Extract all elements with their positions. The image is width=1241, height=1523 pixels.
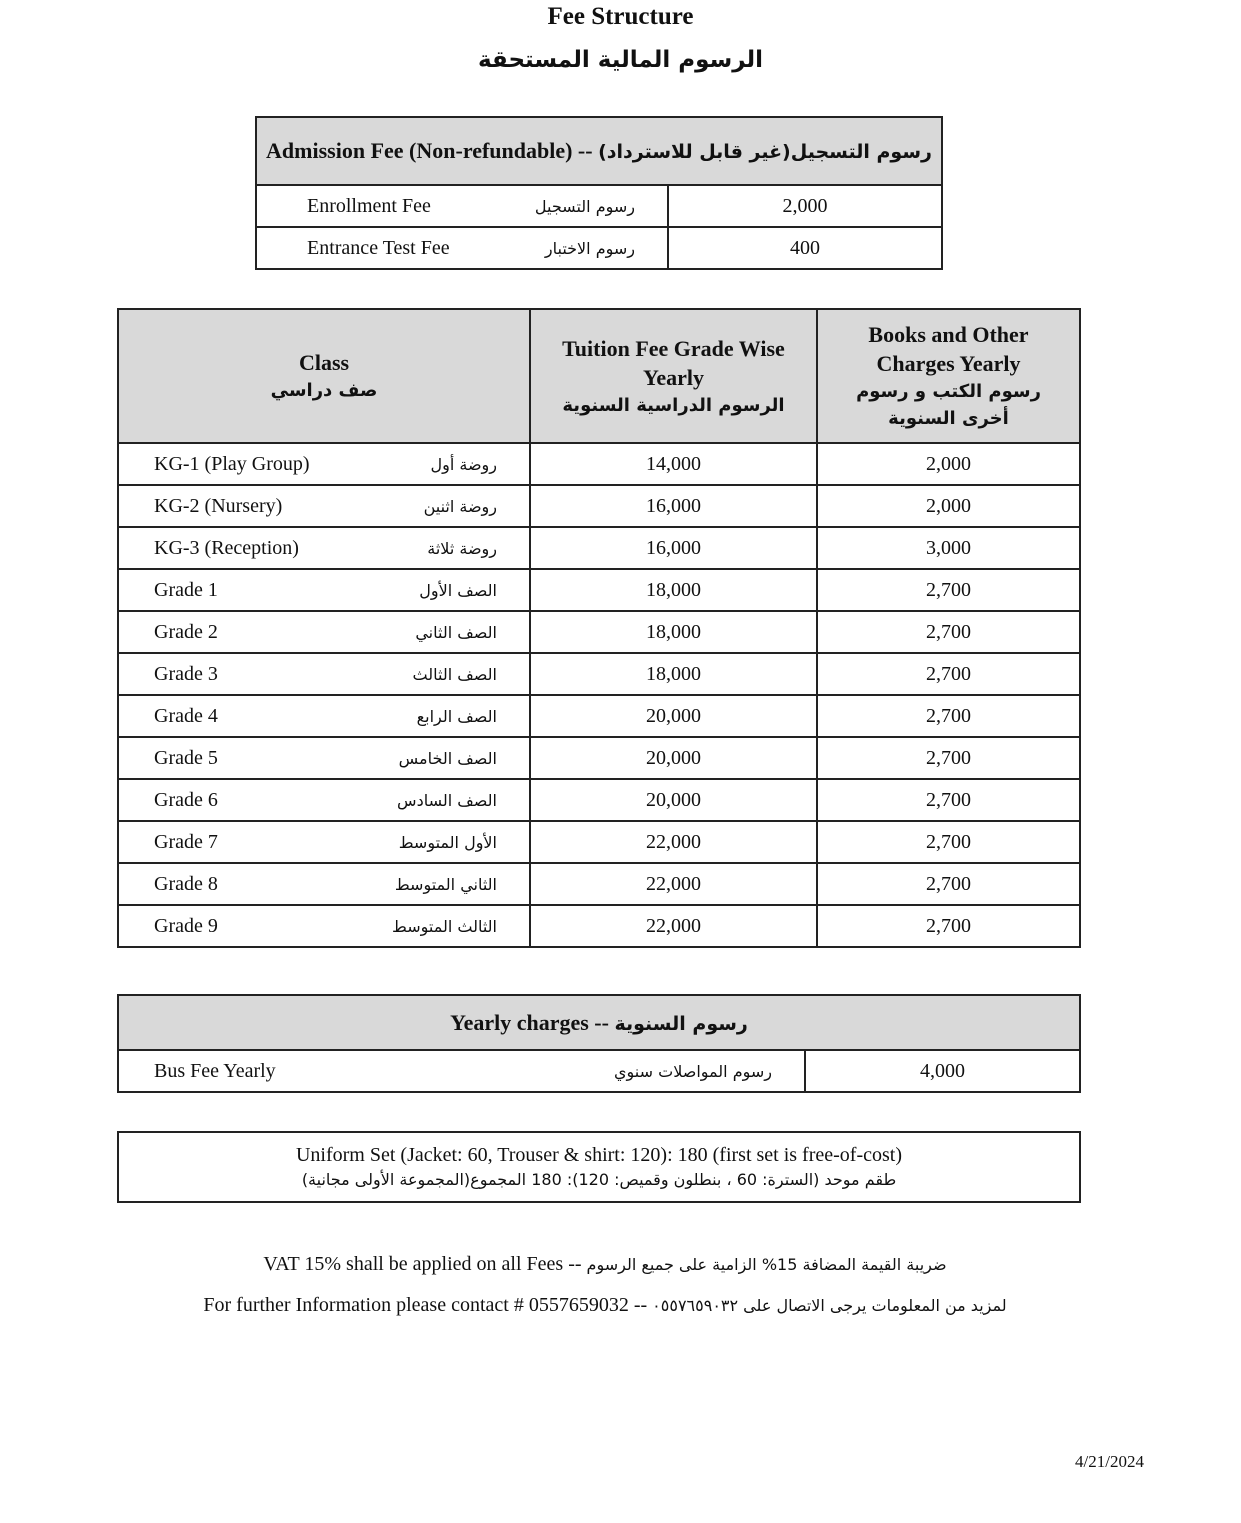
- admission-header-ar: رسوم التسجيل(غير قابل للاسترداد): [598, 141, 932, 163]
- class-name-ar: الصف الأول: [419, 581, 497, 600]
- books-fee-cell: 3,000: [817, 527, 1080, 569]
- books-fee-cell: 2,000: [817, 485, 1080, 527]
- class-name-en: Grade 6: [154, 789, 218, 811]
- class-name-ar: الأول المتوسط: [398, 833, 497, 852]
- books-fee-cell: 2,700: [817, 695, 1080, 737]
- books-fee-cell: 2,700: [817, 863, 1080, 905]
- tuition-fee-cell: 20,000: [530, 737, 817, 779]
- bus-fee-label-ar: رسوم المواصلات سنوي: [614, 1062, 772, 1081]
- table-row: [118, 569, 1080, 611]
- class-name-ar: روضة اثنين: [423, 497, 497, 516]
- bus-fee-label: [118, 1050, 805, 1092]
- class-cell: [118, 653, 530, 695]
- books-fee-cell: 2,700: [817, 737, 1080, 779]
- class-name-en: Grade 9: [154, 915, 218, 937]
- yearly-header: [118, 995, 1080, 1050]
- uniform-box: [117, 1131, 1081, 1203]
- column-header-tuition-ar: الرسوم الدراسية السنوية: [562, 394, 785, 416]
- tuition-fee-cell: 16,000: [530, 527, 817, 569]
- column-header-class: [118, 309, 530, 443]
- fee-value: 2,000: [668, 185, 942, 227]
- books-fee-cell: 2,700: [817, 821, 1080, 863]
- table-row: [118, 485, 1080, 527]
- class-name-en: Grade 2: [154, 621, 218, 643]
- document-date: 4/21/2024: [1075, 1452, 1144, 1471]
- class-name-ar: الصف الرابع: [416, 707, 497, 726]
- column-header-class-ar: صف دراسي: [270, 380, 378, 401]
- fee-label-ar: رسوم التسجيل: [534, 197, 635, 216]
- admission-header-en: Admission Fee (Non-refundable) --: [266, 138, 593, 163]
- books-fee-cell: 2,700: [817, 779, 1080, 821]
- tuition-fee-cell: 22,000: [530, 863, 817, 905]
- class-name-ar: الصف الخامس: [398, 749, 497, 768]
- admission-header: [256, 117, 942, 185]
- class-name-en: Grade 8: [154, 873, 218, 895]
- tuition-fee-cell: 14,000: [530, 443, 817, 485]
- class-name-en: KG-3 (Reception): [154, 537, 299, 559]
- column-header-tuition-en: Tuition Fee Grade Wise Yearly: [562, 335, 785, 390]
- column-header-class-en: Class: [298, 350, 350, 375]
- column-header-books-en: Books and Other Charges Yearly: [868, 322, 1029, 376]
- contact-note-en: For further Information please contact # 0557659032 --: [203, 1294, 648, 1316]
- table-row: [118, 695, 1080, 737]
- class-cell: [118, 443, 530, 485]
- tuition-fee-cell: 16,000: [530, 485, 817, 527]
- books-fee-cell: 2,700: [817, 611, 1080, 653]
- class-name-en: Grade 1: [154, 579, 218, 601]
- tuition-fee-cell: 18,000: [530, 569, 817, 611]
- class-name-ar: روضة ثلاثة: [427, 539, 497, 558]
- fee-label-en: Enrollment Fee: [307, 195, 431, 217]
- books-fee-cell: 2,700: [817, 653, 1080, 695]
- column-header-books-ar: رسوم الكتب و رسوم أخرى السنوية: [856, 381, 1041, 429]
- class-name-en: Grade 4: [154, 705, 218, 727]
- table-row: [118, 821, 1080, 863]
- yearly-header-en: Yearly charges --: [450, 1009, 609, 1035]
- yearly-charges-table: [117, 994, 1081, 1093]
- books-fee-cell: 2,000: [817, 443, 1080, 485]
- class-name-ar: الصف الثالث: [412, 665, 497, 684]
- page-title-arabic: الرسوم المالية المستحقة: [477, 47, 764, 73]
- fee-label: [256, 185, 668, 227]
- tuition-fee-cell: 22,000: [530, 905, 817, 947]
- class-name-en: Grade 5: [154, 747, 218, 769]
- tuition-fee-cell: 22,000: [530, 821, 817, 863]
- class-cell: [118, 863, 530, 905]
- table-row: [118, 863, 1080, 905]
- class-name-ar: روضة أول: [430, 455, 497, 474]
- vat-note: [0, 1253, 1210, 1276]
- class-name-ar: الصف السادس: [397, 791, 497, 810]
- tuition-fee-cell: 18,000: [530, 653, 817, 695]
- table-row: [118, 779, 1080, 821]
- table-row: [118, 527, 1080, 569]
- contact-note: [0, 1294, 1210, 1317]
- fee-value: 400: [668, 227, 942, 269]
- class-name-en: KG-2 (Nursery): [154, 495, 283, 517]
- class-cell: [118, 569, 530, 611]
- tuition-fee-cell: 20,000: [530, 779, 817, 821]
- column-header-books: [817, 309, 1080, 443]
- tuition-fee-cell: 18,000: [530, 611, 817, 653]
- class-cell: [118, 779, 530, 821]
- fee-label: [256, 227, 668, 269]
- table-row: [118, 611, 1080, 653]
- vat-note-ar: ضريبة القيمة المضافة 15% الزامية على جميع الرسوم: [586, 1255, 947, 1274]
- fee-label-en: Entrance Test Fee: [307, 237, 450, 259]
- table-row: [256, 227, 942, 269]
- class-name-ar: الثاني المتوسط: [394, 875, 497, 894]
- bus-fee-label-en: Bus Fee Yearly: [154, 1060, 276, 1082]
- contact-note-ar: لمزيد من المعلومات يرجى الاتصال على ٠٥٥٧٦٥٩٠٣٢: [652, 1296, 1007, 1315]
- class-name-ar: الثالث المتوسط: [392, 917, 497, 936]
- tuition-fee-table: [117, 308, 1081, 948]
- tuition-fee-cell: 20,000: [530, 695, 817, 737]
- table-row: [118, 443, 1080, 485]
- bus-fee-value: 4,000: [805, 1050, 1080, 1092]
- class-name-en: KG-1 (Play Group): [154, 453, 310, 475]
- class-cell: [118, 905, 530, 947]
- yearly-header-ar: رسوم السنوية: [614, 1012, 748, 1035]
- fee-label-ar: رسوم الاختبار: [544, 239, 635, 258]
- books-fee-cell: 2,700: [817, 569, 1080, 611]
- class-cell: [118, 611, 530, 653]
- table-row: [118, 737, 1080, 779]
- admission-fee-table: [255, 116, 943, 270]
- class-name-ar: الصف الثاني: [415, 623, 497, 642]
- class-cell: [118, 485, 530, 527]
- page-title: Fee Structure: [547, 3, 694, 30]
- class-cell: [118, 527, 530, 569]
- uniform-text-ar: طقم موحد (السترة: 60 ، بنطلون وقميص: 120): 180 المجموع(المجموعة الأولى مجانية): [301, 1170, 897, 1189]
- class-cell: [118, 737, 530, 779]
- class-name-en: Grade 3: [154, 663, 218, 685]
- uniform-text-en: Uniform Set (Jacket: 60, Trouser & shirt: 120): 180 (first set is free-of-cost): [295, 1144, 902, 1166]
- class-cell: [118, 695, 530, 737]
- books-fee-cell: 2,700: [817, 905, 1080, 947]
- table-row: [118, 653, 1080, 695]
- column-header-tuition: [530, 309, 817, 443]
- table-row: [256, 185, 942, 227]
- vat-note-en: VAT 15% shall be applied on all Fees --: [263, 1253, 582, 1275]
- table-row: [118, 905, 1080, 947]
- table-row: [118, 1050, 1080, 1092]
- class-name-en: Grade 7: [154, 831, 218, 853]
- class-cell: [118, 821, 530, 863]
